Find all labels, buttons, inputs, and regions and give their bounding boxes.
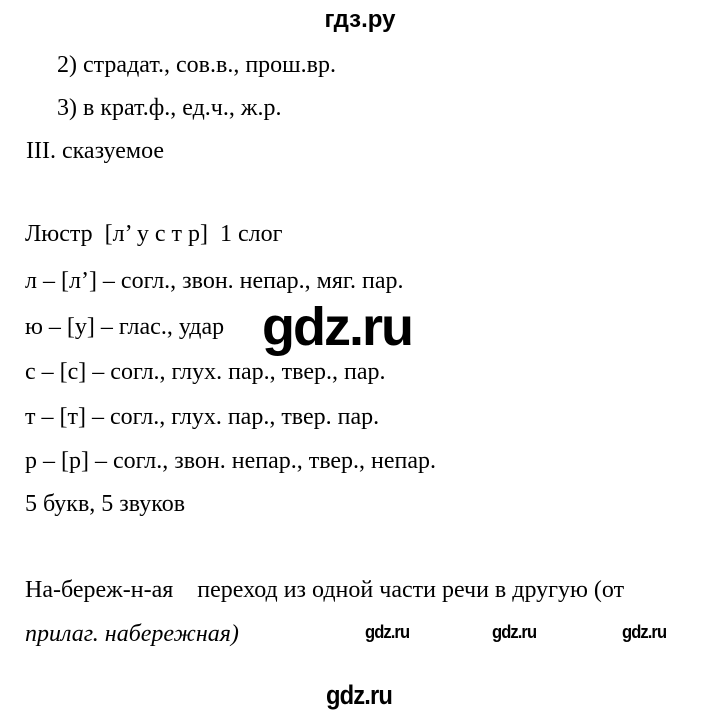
sound-line-t: т – [т] – согл., глух. пар., твер. пар. [25,404,380,430]
sound-line-yu: ю – [у] – глас., удар [25,314,225,340]
sound-line-r: р – [р] – согл., звон. непар., твер., непар. [25,448,437,474]
watermark-small-3: gdz.ru [622,622,667,642]
syntax-role-line: III. сказуемое [26,138,165,164]
derivation-source-line: прилаг. набережная) [25,621,239,647]
morph-line-2: 2) страдат., сов.в., прош.вр. [57,52,336,78]
sound-line-s: с – [с] – согл., глух. пар., твер., пар. [25,359,386,385]
site-logo: гдз.ру [324,6,396,33]
phonetic-word-line: Люстр [л’ у с т р] 1 слог [25,221,283,247]
morph-line-3: 3) в крат.ф., ед.ч., ж.р. [57,95,282,121]
watermark-bottom: gdz.ru [326,680,392,710]
watermark-small-1: gdz.ru [365,622,410,642]
sound-line-l: л – [л’] – согл., звон. непар., мяг. пар. [25,268,404,294]
watermark-small-2: gdz.ru [492,622,537,642]
derivation-line: На-береж-н-ая переход из одной части речи в другую (от [25,577,625,603]
letters-sounds-count-line: 5 букв, 5 звуков [25,491,186,517]
watermark-large: gdz.ru [262,297,412,357]
